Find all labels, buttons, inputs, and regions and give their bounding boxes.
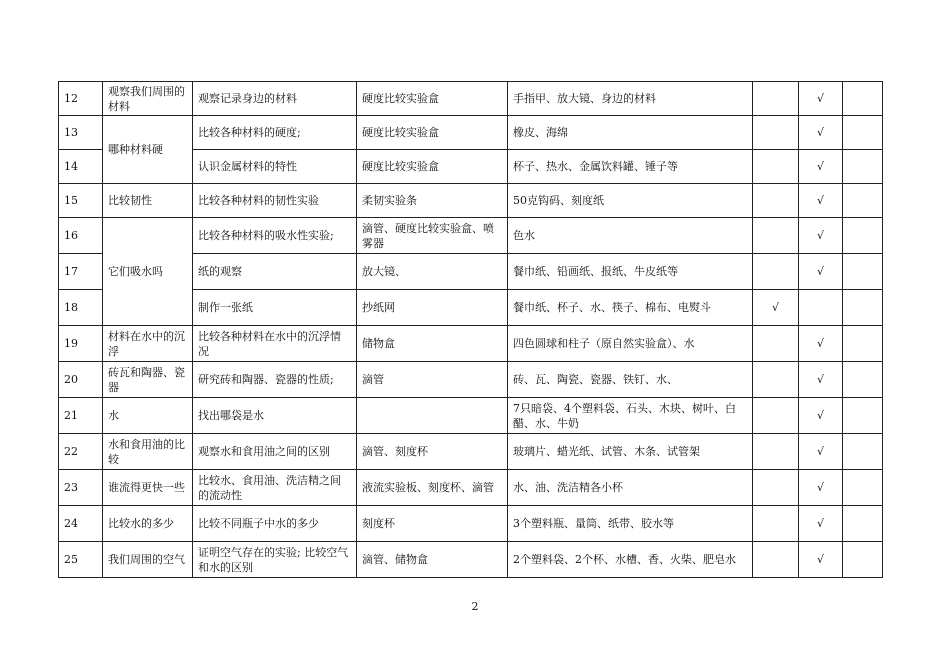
materials-cell: 砖、瓦、陶瓷、瓷器、铁钉、水、 xyxy=(508,362,753,398)
activity-cell: 观察水和食用油之间的区别 xyxy=(193,434,357,470)
activity-cell: 比较各种材料的硬度; xyxy=(193,116,357,150)
check-cell-1 xyxy=(753,254,799,290)
materials-cell: 7只暗袋、4个塑料袋、石头、木块、树叶、白醋、水、牛奶 xyxy=(508,398,753,434)
check-cell-3 xyxy=(843,326,883,362)
equipment-cell: 滴管、储物盒 xyxy=(357,542,508,578)
materials-cell: 水、油、洗洁精各小杯 xyxy=(508,470,753,506)
activity-cell: 证明空气存在的实验; 比较空气和水的区别 xyxy=(193,542,357,578)
check-cell-3 xyxy=(843,116,883,150)
topic-cell: 材料在水中的沉浮 xyxy=(103,326,193,362)
equipment-cell: 放大镜、 xyxy=(357,254,508,290)
equipment-cell: 滴管 xyxy=(357,362,508,398)
activity-cell: 比较各种材料在水中的沉浮情况 xyxy=(193,326,357,362)
row-number: 16 xyxy=(59,218,103,254)
equipment-cell: 液流实验板、刻度杯、滴管 xyxy=(357,470,508,506)
check-cell-1 xyxy=(753,506,799,542)
materials-cell: 杯子、热水、金属饮料罐、锤子等 xyxy=(508,150,753,184)
check-cell-1 xyxy=(753,326,799,362)
check-cell-3 xyxy=(843,254,883,290)
check-cell-2: √ xyxy=(799,542,843,578)
table-row xyxy=(59,362,883,398)
check-cell-3 xyxy=(843,362,883,398)
check-cell-2: √ xyxy=(799,434,843,470)
check-cell-1 xyxy=(753,470,799,506)
check-cell-1 xyxy=(753,362,799,398)
check-cell-2: √ xyxy=(799,362,843,398)
activity-cell: 制作一张纸 xyxy=(193,290,357,326)
topic-cell: 我们周围的空气 xyxy=(103,542,193,578)
check-cell-1 xyxy=(753,116,799,150)
check-cell-3 xyxy=(843,434,883,470)
check-cell-1 xyxy=(753,542,799,578)
check-cell-3 xyxy=(843,184,883,218)
check-cell-1 xyxy=(753,218,799,254)
check-cell-3 xyxy=(843,506,883,542)
check-cell-2: √ xyxy=(799,184,843,218)
check-cell-2: √ xyxy=(799,218,843,254)
check-cell-1 xyxy=(753,398,799,434)
activity-cell: 纸的观察 xyxy=(193,254,357,290)
row-number: 23 xyxy=(59,470,103,506)
check-cell-3 xyxy=(843,290,883,326)
check-cell-2: √ xyxy=(799,82,843,116)
check-cell-2: √ xyxy=(799,506,843,542)
check-cell-1: √ xyxy=(753,290,799,326)
check-cell-1 xyxy=(753,82,799,116)
activity-cell: 比较各种材料的吸水性实验; xyxy=(193,218,357,254)
topic-cell: 水 xyxy=(103,398,193,434)
check-cell-2: √ xyxy=(799,326,843,362)
equipment-cell: 硬度比较实验盒 xyxy=(357,116,508,150)
materials-cell: 2个塑料袋、2个杯、水槽、香、火柴、肥皂水 xyxy=(508,542,753,578)
activity-cell: 找出哪袋是水 xyxy=(193,398,357,434)
materials-cell: 餐巾纸、杯子、水、筷子、棉布、电熨斗 xyxy=(508,290,753,326)
equipment-cell: 柔韧实验条 xyxy=(357,184,508,218)
topic-cell: 谁流得更快一些 xyxy=(103,470,193,506)
materials-cell: 50克钩码、刻度纸 xyxy=(508,184,753,218)
check-cell-2: √ xyxy=(799,254,843,290)
activity-cell: 比较不同瓶子中水的多少 xyxy=(193,506,357,542)
check-cell-1 xyxy=(753,184,799,218)
activity-cell: 比较水、食用油、洗洁精之间的流动性 xyxy=(193,470,357,506)
equipment-cell: 硬度比较实验盒 xyxy=(357,150,508,184)
check-cell-2: √ xyxy=(799,398,843,434)
topic-cell: 比较韧性 xyxy=(103,184,193,218)
row-number: 12 xyxy=(59,82,103,116)
activity-cell: 观察记录身边的材料 xyxy=(193,82,357,116)
row-number: 15 xyxy=(59,184,103,218)
equipment-cell: 滴管、硬度比较实验盒、喷雾器 xyxy=(357,218,508,254)
check-cell-2 xyxy=(799,290,843,326)
table-row xyxy=(59,470,883,506)
activity-cell: 比较各种材料的韧性实验 xyxy=(193,184,357,218)
table-row xyxy=(59,218,883,254)
row-number: 25 xyxy=(59,542,103,578)
check-cell-2: √ xyxy=(799,470,843,506)
table-row xyxy=(59,506,883,542)
equipment-table xyxy=(58,81,883,578)
row-number: 13 xyxy=(59,116,103,150)
check-cell-3 xyxy=(843,82,883,116)
table-row xyxy=(59,326,883,362)
topic-cell: 它们吸水吗 xyxy=(103,218,193,326)
topic-cell: 砖瓦和陶器、瓷器 xyxy=(103,362,193,398)
check-cell-3 xyxy=(843,150,883,184)
activity-cell: 认识金属材料的特性 xyxy=(193,150,357,184)
page-number: 2 xyxy=(471,600,479,613)
materials-cell: 四色圆球和柱子（原自然实验盒）、水 xyxy=(508,326,753,362)
check-cell-3 xyxy=(843,398,883,434)
materials-cell: 餐巾纸、铅画纸、报纸、牛皮纸等 xyxy=(508,254,753,290)
equipment-cell: 硬度比较实验盒 xyxy=(357,82,508,116)
check-cell-1 xyxy=(753,150,799,184)
equipment-cell: 刻度杯 xyxy=(357,506,508,542)
topic-cell: 比较水的多少 xyxy=(103,506,193,542)
equipment-cell xyxy=(357,398,508,434)
row-number: 22 xyxy=(59,434,103,470)
check-cell-3 xyxy=(843,218,883,254)
table-row xyxy=(59,542,883,578)
check-cell-2: √ xyxy=(799,150,843,184)
row-number: 19 xyxy=(59,326,103,362)
table-row xyxy=(59,184,883,218)
table-row xyxy=(59,82,883,116)
row-number: 24 xyxy=(59,506,103,542)
materials-cell: 色水 xyxy=(508,218,753,254)
topic-cell: 水和食用油的比较 xyxy=(103,434,193,470)
table-row xyxy=(59,434,883,470)
row-number: 21 xyxy=(59,398,103,434)
topic-cell: 哪种材料硬 xyxy=(103,116,193,184)
row-number: 17 xyxy=(59,254,103,290)
check-cell-3 xyxy=(843,470,883,506)
equipment-cell: 滴管、刻度杯 xyxy=(357,434,508,470)
check-cell-2: √ xyxy=(799,116,843,150)
row-number: 14 xyxy=(59,150,103,184)
equipment-cell: 抄纸网 xyxy=(357,290,508,326)
table-row xyxy=(59,116,883,150)
materials-cell: 3个塑料瓶、量筒、纸带、胶水等 xyxy=(508,506,753,542)
equipment-cell: 储物盒 xyxy=(357,326,508,362)
materials-cell: 玻璃片、蜡光纸、试管、木条、试管架 xyxy=(508,434,753,470)
row-number: 18 xyxy=(59,290,103,326)
table-row xyxy=(59,398,883,434)
check-cell-3 xyxy=(843,542,883,578)
topic-cell: 观察我们周围的材料 xyxy=(103,82,193,116)
row-number: 20 xyxy=(59,362,103,398)
check-cell-1 xyxy=(753,434,799,470)
activity-cell: 研究砖和陶器、瓷器的性质; xyxy=(193,362,357,398)
materials-cell: 橡皮、海绵 xyxy=(508,116,753,150)
materials-cell: 手指甲、放大镜、身边的材料 xyxy=(508,82,753,116)
